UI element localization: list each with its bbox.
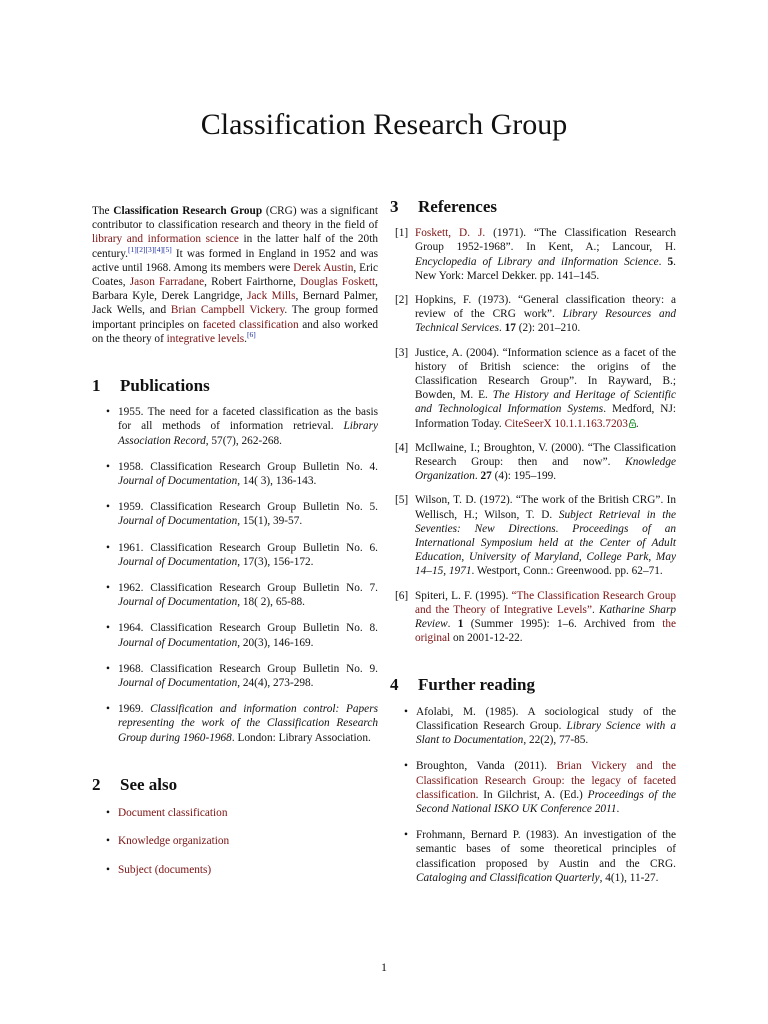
reference-item: [1] Foskett, D. J. (1971). “The Classification Research Group 1952-1968”. In Kent, A.; Lancour, H. Encyclopedia of Library and iInformation Science. 5. New York: Marcel Dekker. pp. 141–145.: [395, 227, 676, 282]
list-item: • 1969. Classification and information control: Papers representing the work of the Classification Research Group during 1960-1968. London: Library Association.: [92, 702, 378, 745]
section-heading-references: 3 References: [390, 197, 497, 216]
crg-bold: Classification Research Group: [113, 205, 263, 217]
section-heading-see-also: 2 See also: [92, 774, 178, 794]
member-link-foskett[interactable]: Douglas Foskett: [300, 276, 376, 289]
list-item: • 1955. The need for a faceted classification as the basis for all methods of information retrieval. Library Association Record, 57(7), 262-268.: [92, 405, 378, 448]
member-link-farradane[interactable]: Jason Farradane: [129, 276, 205, 289]
left-column: [92, 200, 378, 877]
citation-links-1-5[interactable]: [1][2][3][4][5]: [127, 244, 172, 254]
reference-author-link[interactable]: Foskett, D. J.: [415, 227, 486, 240]
list-item: • Broughton, Vanda (2011). Brian Vickery and the Classification Research Group: the legacy of faceted classification. In Gilchrist, A. (Ed.) Proceedings of the Second National ISKO UK Conference 2011.: [390, 759, 676, 816]
lis-link[interactable]: library and information science: [92, 233, 239, 246]
list-item: • 1959. Classification Research Group Bulletin No. 5. Journal of Documentation, 15(1), 39-57.: [92, 500, 378, 528]
list-item: [92, 863, 378, 877]
see-also-link-knowledge-organization[interactable]: Knowledge organization: [118, 835, 230, 848]
references-list: [390, 226, 676, 645]
publications-list: [92, 405, 378, 745]
right-column: [390, 197, 676, 885]
vickery-crg-link[interactable]: Brian Vickery and the Classification Research Group: the legacy of faceted classification: [416, 760, 676, 801]
list-item: • Afolabi, M. (1985). A sociological study of the Classification Research Group. Library Science with a Slant to Documentation, 22(2), 77-85.: [390, 705, 676, 748]
list-item: • 1958. Classification Research Group Bulletin No. 4. Journal of Documentation, 14( 3), 136-143.: [92, 460, 378, 488]
spiteri-article-link[interactable]: “The Classification Research Group and the Theory of Integrative Levels”: [415, 589, 676, 616]
list-item: [92, 806, 378, 820]
see-also-list: [92, 806, 378, 877]
reference-item: [2] Hopkins, F. (1973). “General classification theory: a review of the CRG work”. Library Resources and Technical Services. 17 (2): 201–210.: [395, 294, 676, 335]
member-link-austin[interactable]: Derek Austin: [293, 261, 354, 274]
faceted-classification-link[interactable]: faceted classification: [202, 318, 299, 331]
citation-link-6[interactable]: [6]: [246, 330, 256, 340]
list-item: [92, 834, 378, 848]
archived-original-link[interactable]: the original: [415, 618, 676, 645]
list-item: • 1961. Classification Research Group Bulletin No. 6. Journal of Documentation, 17(3), 156-172.: [92, 541, 378, 569]
integrative-levels-link[interactable]: integrative levels: [166, 332, 245, 345]
page-number: 1: [381, 960, 387, 974]
reference-item: [5] Wilson, T. D. (1972). “The work of the British CRG”. In Wellisch, H.; Wilson, T. D. Subject Retrieval in the Seventies: New Directions. Proceedings of an International Symposium held at the Center of Adult Education, University of Maryland, College Park, May 14–15, 1971. Westport, Conn.: Greenwood. pp. 62–71.: [395, 494, 676, 578]
see-also-link-subject-documents[interactable]: Subject (documents): [118, 863, 212, 876]
citeseerx-link[interactable]: CiteSeerX 10.1.1.163.7203: [504, 417, 628, 430]
member-link-vickery[interactable]: Brian Campbell Vickery: [170, 304, 285, 317]
list-item: • 1964. Classification Research Group Bulletin No. 8. Journal of Documentation, 20(3), 146-169.: [92, 621, 378, 649]
reference-item: [6] Spiteri, L. F. (1995). “The Classification Research Group and the Theory of Integrative Levels”. Katharine Sharp Review. 1 (Summer 1995): 1–6. Archived from the original on 2001-12-22.: [395, 589, 676, 645]
page-title: Classification Research Group: [200, 108, 568, 141]
reference-item: [3] Justice, A. (2004). “Information science as a facet of the history of British science: the origins of the Classification Research Group”. In Rayward, B.; Bowden, M. E. The History and Heritage of Scientific and Technological Information Systems. Medford, NJ: Information Today. CiteSeerX 10.1.1.163.7203 .: [395, 346, 676, 430]
reference-item: [4] McIlwaine, I.; Broughton, V. (2000). “The Classification Research Group: then and now”. Knowledge Organization. 27 (4): 195–199.: [395, 441, 676, 483]
list-item: • Frohmann, Bernard P. (1983). An investigation of the semantic bases of some theoretical principles of classification proposed by Austin and the CRG. Cataloging and Classification Quarterly, 4(1), 11-27.: [390, 828, 676, 885]
open-access-lock-icon: [629, 419, 636, 428]
section-heading-publications: 1 Publications: [92, 376, 210, 396]
list-item: • 1962. Classification Research Group Bulletin No. 7. Journal of Documentation, 18( 2), 65-88.: [92, 581, 378, 609]
member-link-mills[interactable]: Jack Mills: [247, 290, 296, 303]
section-heading-further-reading: 4 Further reading: [390, 675, 535, 695]
list-item: • 1968. Classification Research Group Bulletin No. 9. Journal of Documentation, 24(4), 273-298.: [92, 662, 378, 690]
further-reading-list: [390, 705, 676, 885]
see-also-link-document-classification[interactable]: Document classification: [118, 807, 228, 820]
intro-paragraph: The Classification Research Group (CRG) was a significant contributor to classification research and theory in the field of library and information science in the latter half of the 20th century.[1][2][3][4][5] It was formed in England in 1952 and was active until 1968. Among its members were Derek Austin, Eric Coates, Jason Farradane, Robert Fairthorne, Douglas Foskett, Barbara Kyle, Derek Langridge, Jack Mills, Bernard Palmer, Jack Wells, and Brian Campbell Vickery. The group formed important principles on faceted classification and also worked on the theory of integrative levels.[6]: [92, 205, 378, 345]
